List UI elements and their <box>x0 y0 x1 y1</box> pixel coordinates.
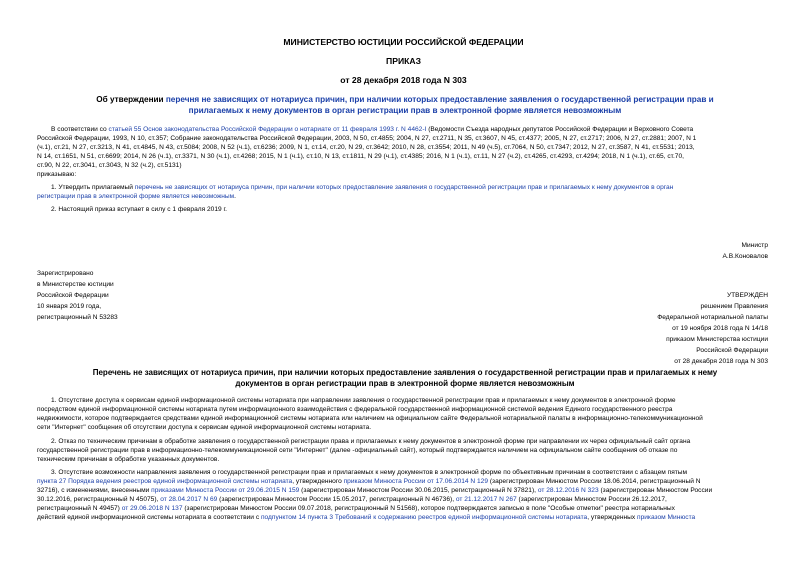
preamble-line-4: N 14, ст.1651, N 51, ст.6699; 2014, N 26 (ч.1), ст.3371, N 30 (ч.1), ст.4268; 2015, N 1 (ч.1), ст.10, N 13, ст.1811, N 29 (ч.1), ст.4385; 2016, N 1 (ч.1), ст.11, N 27 (ч.2), ст.4265, ст.4293, ст.4294; 2018, N 1 (ч.1), ст.65, ст.70, <box>37 153 684 160</box>
registry-order-link[interactable]: пункта 27 Порядка ведения реестров единой информационной системы нотариата <box>37 478 293 485</box>
order-title-link-1[interactable]: перечня не зависящих от нотариуса причин, при наличии которых предоставление заявления о государственной регистрации прав и <box>165 95 714 104</box>
minjust-order-137-link[interactable]: от 29.06.2018 N 137 <box>121 505 183 512</box>
signature-position: Министр <box>741 242 768 249</box>
minjust-order-link[interactable]: приказом Минюста <box>637 514 696 521</box>
doc-type-heading: ПРИКАЗ <box>386 56 421 66</box>
order-item-1-cont: регистрации прав в электронной форме является невозможным. <box>37 193 237 200</box>
law-article-link[interactable]: статьей 55 Основ законодательства Российской Федерации о нотариате от 11 февраля 1993 г. N 4462-I <box>108 126 427 133</box>
document-page: МИНИСТЕРСТВО ЮСТИЦИИ РОССИЙСКОЙ ФЕДЕРАЦИИ ПРИКАЗ от 28 декабря 2018 года N 303 Об утверждении перечня не зависящих от нотариуса причин, при наличии которых предоставление заявления о государственной регистрации прав и прилагаемых к нему документов в орган регистрации прав в электронной форме является невозможным В соответствии со статьей 55 Основ законодательства Российской Федерации о нотариате от 11 февраля 1993 г. N 4462-I (Ведомости Съезда народных депутатов Российской Федерации и Верховного Совета Российской Федерации, 1993, N 10, ст.357; Собрание законодательства Российской Федерации, 2003, N 50, ст.4855; 2004, N 27, ст.2711, N 35, ст.3607, N 45, ст.4377; 2005, N 27, ст.2717; 2006, N 27, ст.2881; 2007, N 1 (ч.1), ст.21, N 27, ст.3213, N 41, ст.4845, N 43, ст.5084; 2008, N 52 (ч.1), ст.6236; 2009, N 1, ст.14, ст.20, N 29, ст.3642; 2010, N 28, ст.3554; 2011, N 49 (ч.5), ст.7064, N 50, ст.7347; 2012, N 27, ст.3587, N 41, ст.5531; 2013, N 14, ст.1651, N 51, ст.6699; 2014, N 26 (ч.1), ст.3371, N 30 (ч.1), ст.4268; 2015, N 1 (ч.1), ст.10, N 13, ст.1811, N 29 (ч.1), ст.4385; 2016, N 1 (ч.1), ст.11, N 27 (ч.2), ст.4265, ст.4293, ст.4294; 2018, N 1 (ч.1), ст.65, ст.70, ст.90, N 22, ст.3041, ст.3043, N 32 (ч.2), ст.5131) приказываю: 1. Утвердить прилагаемый перечень не зависящих от нотариуса причин, при наличии которых предоставление заявления о государственной регистрации прав и прилагаемых к нему документов в орган регистрации прав в электронной форме является невозможным. 2. Настоящий приказ вступает в силу с 1 февраля 2019 г. Министр А.В.Коновалов Зарегистрировано в Министерстве юстиции Российской Федерации 10 января 2019 года, регистрационный N 53283 УТВЕРЖДЕН решением Правления Федеральной нотариальной палаты от 19 ноября 2018 года N 14/18 приказом Министерства юстиции Российской Федерации от 28 декабря 2018 года N 303 Перечень не зависящих от нотариуса причин, при наличии которых предоставление заявления о государственной регистрации прав и прилагаемых к нему документов в орган регистрации прав в электронной форме является невозможным 1. Отсутствие доступа к сервисам единой информационной системы нотариата при направлении заявления о государственной регистрации прав и прилагаемых к нему документов в электронной форме посредством единой информационной системы нотариата путем информационного взаимодействия с федеральной государственной информационной системой ведения Единого государственного реестра недвижимости, которое подтверждается средствами единой информационной системы нотариата или наличием на официальном сайте Федеральной нотариальной палаты в информационно-телекоммуникационной сети "Интернет" сообщения об отсутствии доступа к сервисам единой информационной системы нотариата. 2. Отказ по техническим причинам в обработке заявления о государственной регистрации права и прилагаемых к нему документов в электронной форме при направлении их через официальный сайт органа государственной регистрации прав в информационно-телекоммуникационной сети "Интернет" (далее -официальный сайт), который подтверждается наличием на официальном сайте сообщения об отказе по техническим причинам в обработке указанных документов. 3. Отсутствие возможности направления заявления о государственной регистрации прав и прилагаемых к нему документов в электронной форме по объективным причинам в соответствии с абзацем пятым пункта 27 Порядка ведения реестров единой информационной системы нотариата, утвержденного приказом Минюста России от 17.06.2014 N 129 (зарегистрирован Минюстом России 18.06.2014, регистрационный N 32716), с изменениями, внесенными приказами Минюста России от 29.06.2015 N 159 (зарегистрирован Минюстом России 30.06.2015, регистрационный N 37821), от 28.12.2016 N 323 (зарегистрирован Минюстом России 30.12.2016, регистрационный N 45075), от 28.04.2017 N 69 (зарегистрирован Минюстом России 15.05.2017, регистрационный N 46736), от 21.12.2017 N 267 (зарегистрирован Минюстом России 26.12.2017, регистрационный N 49457) от 29.06.2018 N 137 (зарегистрирован Минюстом России 09.07.2018, регистрационный N 51568), которое подтверждается записью в поле "Особые отметки" реестра нотариальных действий единой информационной системы нотариата в соответствии с подпунктом 14 пункта 3 Требований к содержанию реестров единой информационной системы нотариата, утвержденных приказом Минюста <box>0 0 807 571</box>
registration-block: Зарегистрировано в Министерстве юстиции Российской Федерации 10 января 2019 года, регистрационный N 53283 <box>37 270 118 321</box>
requirements-link[interactable]: подпунктом 14 пункта 3 Требований к содержанию реестров единой информационной системы нотариата <box>260 514 588 521</box>
minjust-order-267-link[interactable]: от 21.12.2017 N 267 <box>455 496 517 503</box>
preamble-line-2: Российской Федерации, 1993, N 10, ст.357; Собрание законодательства Российской Федерации, 2003, N 50, ст.4855; 2004, N 27, ст.2711, N 35, ст.3607, N 45, ст.4377; 2005, N 27, ст.2717; 2006, N 27, ст.2881; 2007, N 1 <box>37 135 697 142</box>
preamble-line-6: приказываю: <box>37 171 77 178</box>
signature-name: А.В.Коновалов <box>722 253 768 260</box>
order-item-2: 2. Настоящий приказ вступает в силу с 1 февраля 2019 г. <box>51 206 227 213</box>
order-title-link-2[interactable]: прилагаемых к нему документов в орган регистрации прав в электронной форме является невозможным <box>188 106 622 115</box>
list-link-2[interactable]: регистрации прав в электронной форме является невозможным <box>37 193 235 200</box>
list-link-1[interactable]: перечень не зависящих от нотариуса причин, при наличии которых предоставление заявления о государственной регистрации прав и прилагаемых к нему документов в орган <box>134 184 674 191</box>
approval-block: УТВЕРЖДЕН решением Правления Федеральной нотариальной палаты от 19 ноября 2018 года N 14/18 приказом Министерства юстиции Российской Федерации от 28 декабря 2018 года N 303 <box>518 290 768 367</box>
ministry-heading: МИНИСТЕРСТВО ЮСТИЦИИ РОССИЙСКОЙ ФЕДЕРАЦИИ <box>283 37 524 47</box>
preamble-line-1: В соответствии со статьей 55 Основ законодательства Российской Федерации о нотариате от 11 февраля 1993 г. N 4462-I (Ведомости Съезда народных депутатов Российской Федерации и Верховного Совета <box>51 126 694 133</box>
minjust-order-323-link[interactable]: от 28.12.2016 N 323 <box>537 487 599 494</box>
preamble-line-3: (ч.1), ст.21, N 27, ст.3213, N 41, ст.4845, N 43, ст.5084; 2008, N 52 (ч.1), ст.6236; 2009, N 1, ст.14, ст.20, N 29, ст.3642; 2010, N 28, ст.3554; 2011, N 49 (ч.5), ст.7064, N 50, ст.7347; 2012, N 27, ст.3587, N 41, ст.5531; 2013, <box>37 144 695 151</box>
list-title: Перечень не зависящих от нотариуса причин, при наличии которых предоставление заявления о государственной регистрации прав и прилагаемых к нему документов в орган регистрации прав в электронной форме является невозможным <box>92 368 718 388</box>
order-title <box>60 94 750 116</box>
signature-block <box>568 240 768 262</box>
minjust-order-69-link[interactable]: от 28.04.2017 N 69 <box>160 496 218 503</box>
minjust-order-129-link[interactable]: приказом Минюста России от 17.06.2014 N 129 <box>343 478 489 485</box>
minjust-order-159-link[interactable]: приказами Минюста России от 29.06.2015 N 159 <box>151 487 300 494</box>
order-title-prefix: Об утверждении <box>96 95 166 104</box>
approval-heading: УТВЕРЖДЕН <box>726 292 768 299</box>
preamble-line-5: ст.90, N 22, ст.3041, ст.3043, N 32 (ч.2), ст.5131) <box>37 162 182 169</box>
doc-date-number: от 28 декабря 2018 года N 303 <box>340 75 467 85</box>
order-item-1: 1. Утвердить прилагаемый перечень не зависящих от нотариуса причин, при наличии которых предоставление заявления о государственной регистрации прав и прилагаемых к нему документов в орган <box>51 184 674 191</box>
